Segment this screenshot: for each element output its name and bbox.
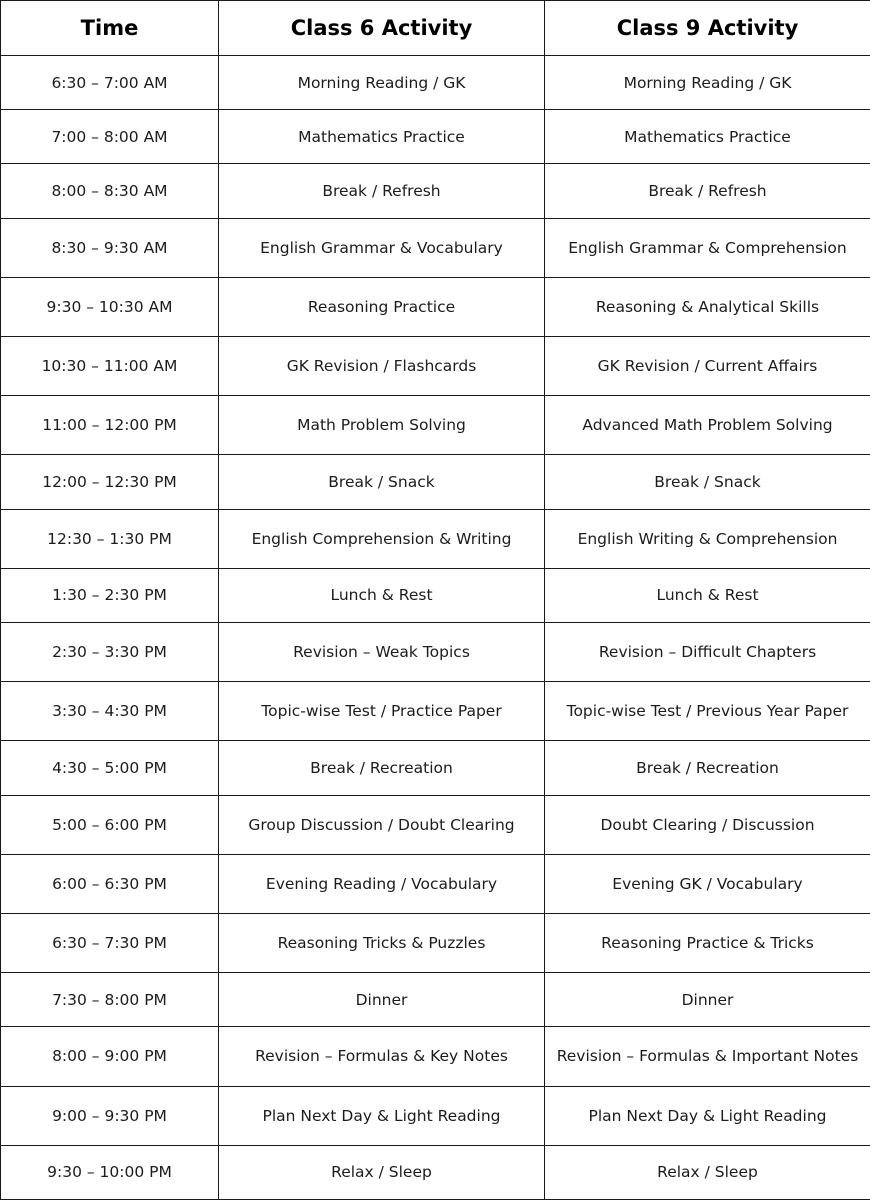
class6-activity-cell: Group Discussion / Doubt Clearing <box>219 795 545 854</box>
class6-activity-cell: Topic-wise Test / Practice Paper <box>219 682 545 741</box>
class9-activity-cell: Advanced Math Problem Solving <box>545 396 870 455</box>
class9-activity-cell: English Writing & Comprehension <box>545 509 870 568</box>
table-row <box>1 682 870 741</box>
table-row <box>1 913 870 972</box>
time-cell: 7:30 – 8:00 PM <box>1 973 219 1027</box>
class6-activity-cell: Lunch & Rest <box>219 568 545 622</box>
class6-activity-cell: Mathematics Practice <box>219 110 545 164</box>
table-row <box>1 396 870 455</box>
table-row <box>1 336 870 395</box>
class9-activity-cell: Revision – Difficult Chapters <box>545 622 870 681</box>
class6-activity-cell: Break / Refresh <box>219 164 545 218</box>
class9-activity-cell: Evening GK / Vocabulary <box>545 854 870 913</box>
table-row <box>1 1086 870 1145</box>
class9-activity-cell: Revision – Formulas & Important Notes <box>545 1027 870 1086</box>
time-cell: 9:30 – 10:30 AM <box>1 277 219 336</box>
class9-activity-cell: Reasoning Practice & Tricks <box>545 913 870 972</box>
time-cell: 5:00 – 6:00 PM <box>1 795 219 854</box>
class6-activity-cell: Dinner <box>219 973 545 1027</box>
time-cell: 3:30 – 4:30 PM <box>1 682 219 741</box>
time-cell: 6:30 – 7:00 AM <box>1 56 219 110</box>
time-cell: 6:30 – 7:30 PM <box>1 913 219 972</box>
class6-activity-cell: GK Revision / Flashcards <box>219 336 545 395</box>
class9-activity-cell: Break / Snack <box>545 455 870 509</box>
time-cell: 9:00 – 9:30 PM <box>1 1086 219 1145</box>
class6-activity-cell: Evening Reading / Vocabulary <box>219 854 545 913</box>
class9-activity-cell: Lunch & Rest <box>545 568 870 622</box>
time-cell: 12:00 – 12:30 PM <box>1 455 219 509</box>
class6-activity-cell: Math Problem Solving <box>219 396 545 455</box>
time-cell: 8:30 – 9:30 AM <box>1 218 219 277</box>
class6-activity-cell: Revision – Formulas & Key Notes <box>219 1027 545 1086</box>
header-class9-activity: Class 9 Activity <box>545 1 870 56</box>
class9-activity-cell: Plan Next Day & Light Reading <box>545 1086 870 1145</box>
table-row <box>1 164 870 218</box>
class6-activity-cell: Reasoning Tricks & Puzzles <box>219 913 545 972</box>
table-row <box>1 56 870 110</box>
class9-activity-cell: Relax / Sleep <box>545 1145 870 1199</box>
table-row <box>1 795 870 854</box>
time-cell: 8:00 – 9:00 PM <box>1 1027 219 1086</box>
table-row <box>1 854 870 913</box>
header-row <box>1 1 870 56</box>
table-row <box>1 973 870 1027</box>
header-class6-activity: Class 6 Activity <box>219 1 545 56</box>
time-cell: 12:30 – 1:30 PM <box>1 509 219 568</box>
class6-activity-cell: Relax / Sleep <box>219 1145 545 1199</box>
class6-activity-cell: Break / Snack <box>219 455 545 509</box>
time-cell: 11:00 – 12:00 PM <box>1 396 219 455</box>
class6-activity-cell: Reasoning Practice <box>219 277 545 336</box>
class9-activity-cell: GK Revision / Current Affairs <box>545 336 870 395</box>
table-row <box>1 218 870 277</box>
class9-activity-cell: Break / Recreation <box>545 741 870 795</box>
time-cell: 7:00 – 8:00 AM <box>1 110 219 164</box>
table-row <box>1 455 870 509</box>
table-row <box>1 1027 870 1086</box>
header-time: Time <box>1 1 219 56</box>
time-cell: 6:00 – 6:30 PM <box>1 854 219 913</box>
time-cell: 9:30 – 10:00 PM <box>1 1145 219 1199</box>
class9-activity-cell: Reasoning & Analytical Skills <box>545 277 870 336</box>
table-row <box>1 277 870 336</box>
class6-activity-cell: Morning Reading / GK <box>219 56 545 110</box>
table-row <box>1 509 870 568</box>
class6-activity-cell: English Comprehension & Writing <box>219 509 545 568</box>
table-row <box>1 741 870 795</box>
class6-activity-cell: Revision – Weak Topics <box>219 622 545 681</box>
class9-activity-cell: Mathematics Practice <box>545 110 870 164</box>
time-cell: 4:30 – 5:00 PM <box>1 741 219 795</box>
time-cell: 2:30 – 3:30 PM <box>1 622 219 681</box>
class9-activity-cell: Dinner <box>545 973 870 1027</box>
class6-activity-cell: English Grammar & Vocabulary <box>219 218 545 277</box>
table-row <box>1 110 870 164</box>
class9-activity-cell: Break / Refresh <box>545 164 870 218</box>
table-row <box>1 568 870 622</box>
table-row <box>1 1145 870 1199</box>
class6-activity-cell: Break / Recreation <box>219 741 545 795</box>
table-row <box>1 622 870 681</box>
class9-activity-cell: Doubt Clearing / Discussion <box>545 795 870 854</box>
time-cell: 1:30 – 2:30 PM <box>1 568 219 622</box>
class9-activity-cell: Topic-wise Test / Previous Year Paper <box>545 682 870 741</box>
class6-activity-cell: Plan Next Day & Light Reading <box>219 1086 545 1145</box>
class9-activity-cell: Morning Reading / GK <box>545 56 870 110</box>
class9-activity-cell: English Grammar & Comprehension <box>545 218 870 277</box>
time-cell: 10:30 – 11:00 AM <box>1 336 219 395</box>
time-cell: 8:00 – 8:30 AM <box>1 164 219 218</box>
